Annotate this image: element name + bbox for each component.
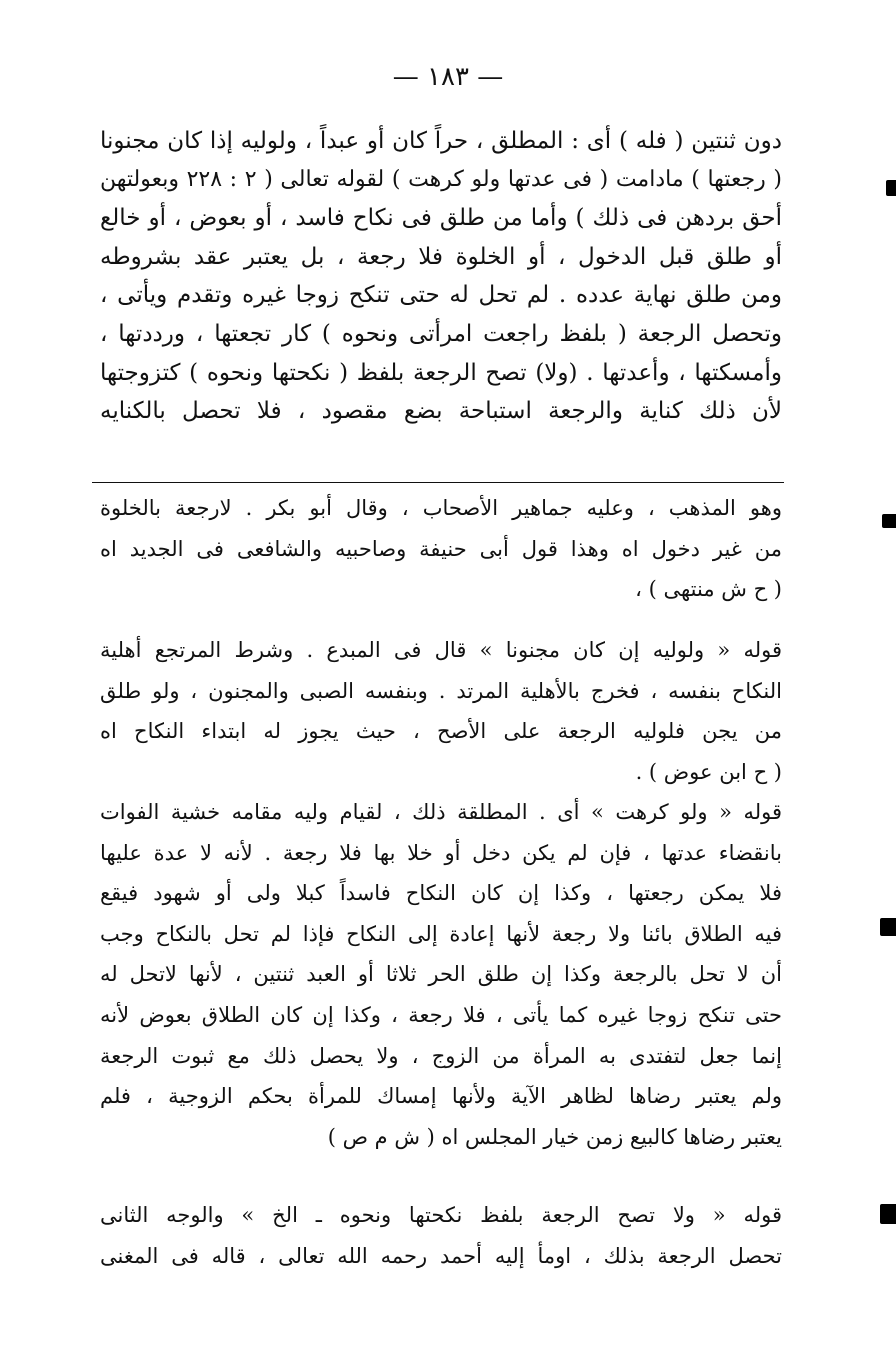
main-text-line: أو طلق قبل الدخول ، أو الخلوة فلا رجعة ، بل يعتبر عقد بشروطه [100, 243, 782, 270]
commentary-line: إنما جعل لتفتدى به المرأة من الزوج ، ولا يحصل ذلك مع ثبوت الرجعة [100, 1043, 782, 1068]
commentary-paragraph [100, 630, 782, 792]
scan-edge-mark [880, 918, 896, 936]
commentary-line: ولم يعتبر رضاها لظاهر الآية ولأنها إمساك للمرأة بحكم الزوجية ، فلم [100, 1084, 782, 1109]
main-text-line: دون ثنتين ( فله ) أى : المطلق ، حراً كان أو عبداً ، ولوليه إذا كان مجنونا [100, 128, 782, 154]
main-text [100, 122, 782, 431]
scan-edge-mark [886, 180, 896, 196]
commentary-line: من يجن فلوليه الرجعة على الأصح ، حيث يجوز له ابتداء النكاح اه [100, 719, 782, 744]
scan-edge-mark [882, 514, 896, 528]
main-text-line: لأن ذلك كناية والرجعة استباحة بضع مقصود ، فلا تحصل بالكنايه [100, 398, 782, 425]
footnote-divider [92, 482, 784, 483]
commentary-line: تحصل الرجعة بذلك ، اومأ إليه أحمد رحمه الله تعالى ، قاله فى المغنى [100, 1243, 782, 1268]
commentary-paragraph [100, 792, 782, 1157]
commentary-line: يعتبر رضاها كالبيع زمن خيار المجلس اه ( ش م ص ) [327, 1124, 782, 1149]
commentary-line: بانقضاء عدتها ، فإن لم يكن دخل أو خلا بها فلا رجعة . لأنه لا عدة عليها [100, 840, 782, 865]
commentary-line: فلا يمكن رجعتها ، وكذا إن كان النكاح فاسداً كبلا ولى أو شهود فيقع [100, 881, 782, 906]
commentary-paragraph [100, 1195, 782, 1276]
commentary-line: حتى تنكح زوجا غيره كما يأتى ، فلا رجعة ، وكذا إن كان الطلاق بعوض لأنه [100, 1002, 782, 1027]
commentary-line: وهو المذهب ، وعليه جماهير الأصحاب ، وقال أبو بكر . لارجعة بالخلوة [100, 496, 782, 520]
commentary-line: فيه الطلاق بائنا ولا رجعة لأنها إعادة إلى النكاح فإذا لم تحل بالنكاح وجب [100, 921, 782, 946]
main-text-line: أحق بردهن فى ذلك ) وأما من طلق فى نكاح فاسد ، أو بعوض ، أو خالع [100, 205, 782, 232]
scan-edge-mark [880, 1204, 896, 1224]
main-text-line: وتحصل الرجعة ( بلفظ راجعت امرأتى ونحوه ) كار تجعتها ، ورددتها ، [100, 320, 782, 347]
commentary-line: من غير دخول اه وهذا قول أبى حنيفة وصاحبيه والشافعى فى الجديد اه [100, 536, 782, 561]
commentary-line: قوله « ولو كرهت » أى . المطلقة ذلك ، لقيام وليه مقامه خشية الفوات [100, 800, 782, 824]
commentary-line: ( ح ش منتهى ) ، [635, 577, 782, 602]
main-text-line: ( رجعتها ) مادامت ( فى عدتها ولو كرهت ) لقوله تعالى ( ٢ : ٢٢٨ وبعولتهن [100, 166, 782, 192]
commentary-line: قوله « ولوليه إن كان مجنونا » قال فى المبدع . وشرط المرتجع أهلية [100, 638, 782, 662]
commentary-line: ( ح ابن عوض ) . [635, 759, 782, 784]
main-text-line: ومن طلق نهاية عدده . لم تحل له حتى تنكح زوجا غيره وتقدم ويأتى ، [100, 282, 782, 309]
commentary-paragraph [100, 488, 782, 610]
commentary-line: أن لا تحل بالرجعة وكذا إن طلق الحر ثلاثا أو العبد ثنتين ، لأنها لاتحل له [100, 962, 782, 987]
main-text-line: وأمسكتها ، وأعدتها . (ولا) تصح الرجعة بلفظ ( نكحتها ونحوه ) كتزوجتها [100, 359, 782, 386]
commentary-line: النكاح بنفسه ، فخرج بالأهلية المرتد . وبنفسه الصبى والمجنون ، ولو طلق [100, 678, 782, 703]
commentary-line: قوله « ولا تصح الرجعة بلفظ نكحتها ونحوه ـ الخ » والوجه الثانى [100, 1203, 782, 1227]
page-number: — ١٨٣ — [392, 62, 504, 92]
